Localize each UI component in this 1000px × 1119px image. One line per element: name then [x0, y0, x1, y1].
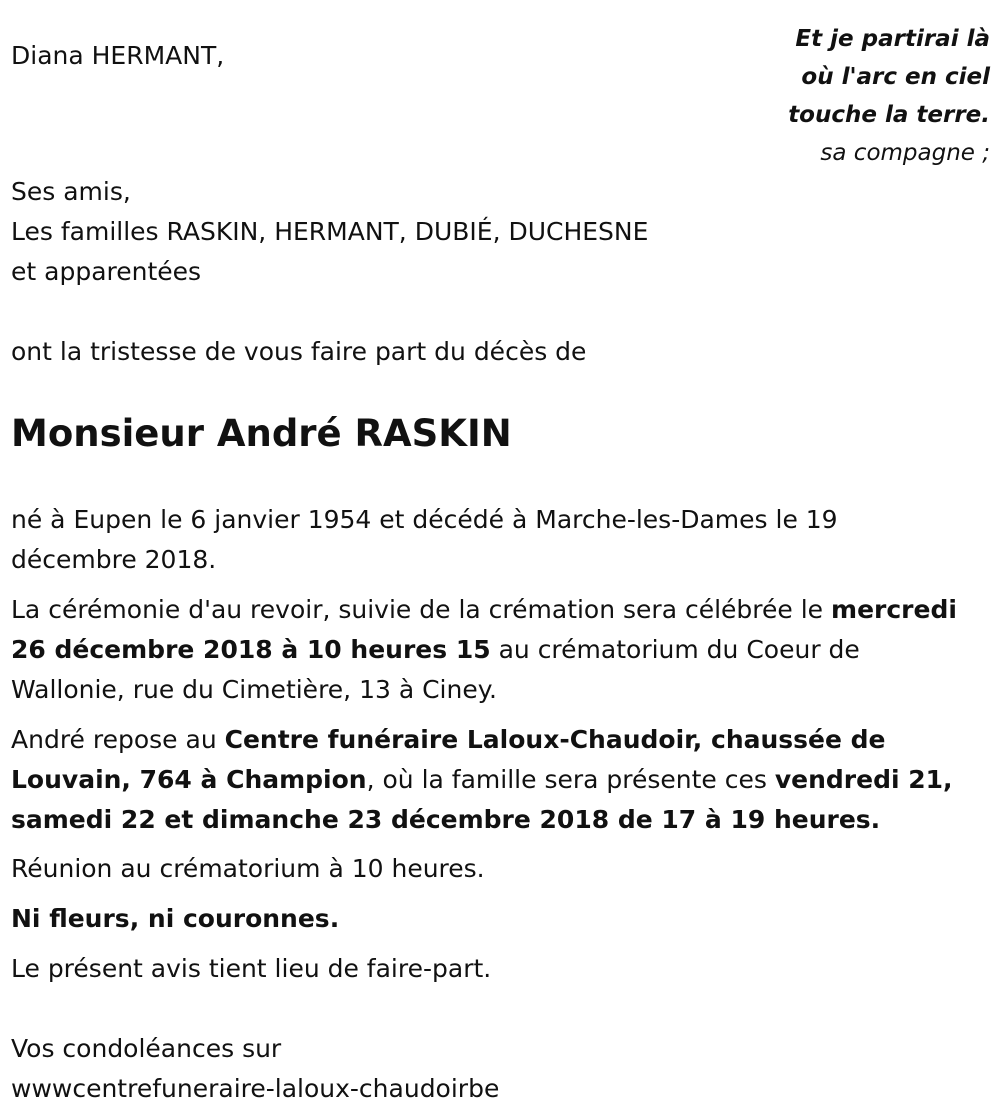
ceremony-text-2: au crématorium du Coeur de Wallonie, rue du Cimetière, 13 à Ciney. [11, 635, 860, 704]
poem-quote [788, 20, 990, 172]
repose-dates: vendredi 21, samedi 22 et dimanche 23 décembre 2018 de 17 à 19 heures. [11, 765, 953, 834]
poem-line-2: où l'arc en ciel [801, 64, 990, 90]
no-flowers-text: Ni fleurs, ni couronnes. [11, 904, 340, 933]
repose-text-1: André repose au [11, 725, 217, 754]
condolences-url: wwwcentrefuneraire-laloux-chaudoirbe [11, 1074, 500, 1103]
repose-paragraph [11, 720, 971, 840]
poem-signature: sa compagne ; [820, 140, 990, 166]
notice-text: Le présent avis tient lieu de faire-part. [11, 954, 492, 983]
family-line-friends: Ses amis, [11, 177, 131, 206]
birth-death-text: né à Eupen le 6 janvier 1954 et décédé à Marche-les-Dames le 19 décembre 2018. [11, 505, 838, 574]
poem-line-1: Et je partirai là [795, 26, 990, 52]
spouse-name: Diana HERMANT, [11, 41, 225, 70]
repose-text-2: , où la famille sera présente ces [366, 765, 767, 794]
family-line-relatives: et apparentées [11, 257, 202, 286]
repose-place: Centre funéraire Laloux-Chaudoir, chaussée de Louvain, 764 à Champion [11, 725, 886, 794]
ceremony-text-1: La cérémonie d'au revoir, suivie de la crémation sera célébrée le [11, 595, 824, 624]
reunion-text: Réunion au crématorium à 10 heures. [11, 854, 485, 883]
poem-line-3: touche la terre. [788, 102, 990, 128]
condolences-label: Vos condoléances sur [11, 1034, 282, 1063]
family-line-names: Les familles RASKIN, HERMANT, DUBIÉ, DUCHESNE [11, 217, 649, 246]
deceased-name: Monsieur André RASKIN [11, 412, 512, 455]
ceremony-date: mercredi 26 décembre 2018 à 10 heures 15 [11, 595, 957, 664]
ceremony-paragraph [11, 590, 971, 710]
announcement-text: ont la tristesse de vous faire part du décès de [11, 337, 587, 366]
